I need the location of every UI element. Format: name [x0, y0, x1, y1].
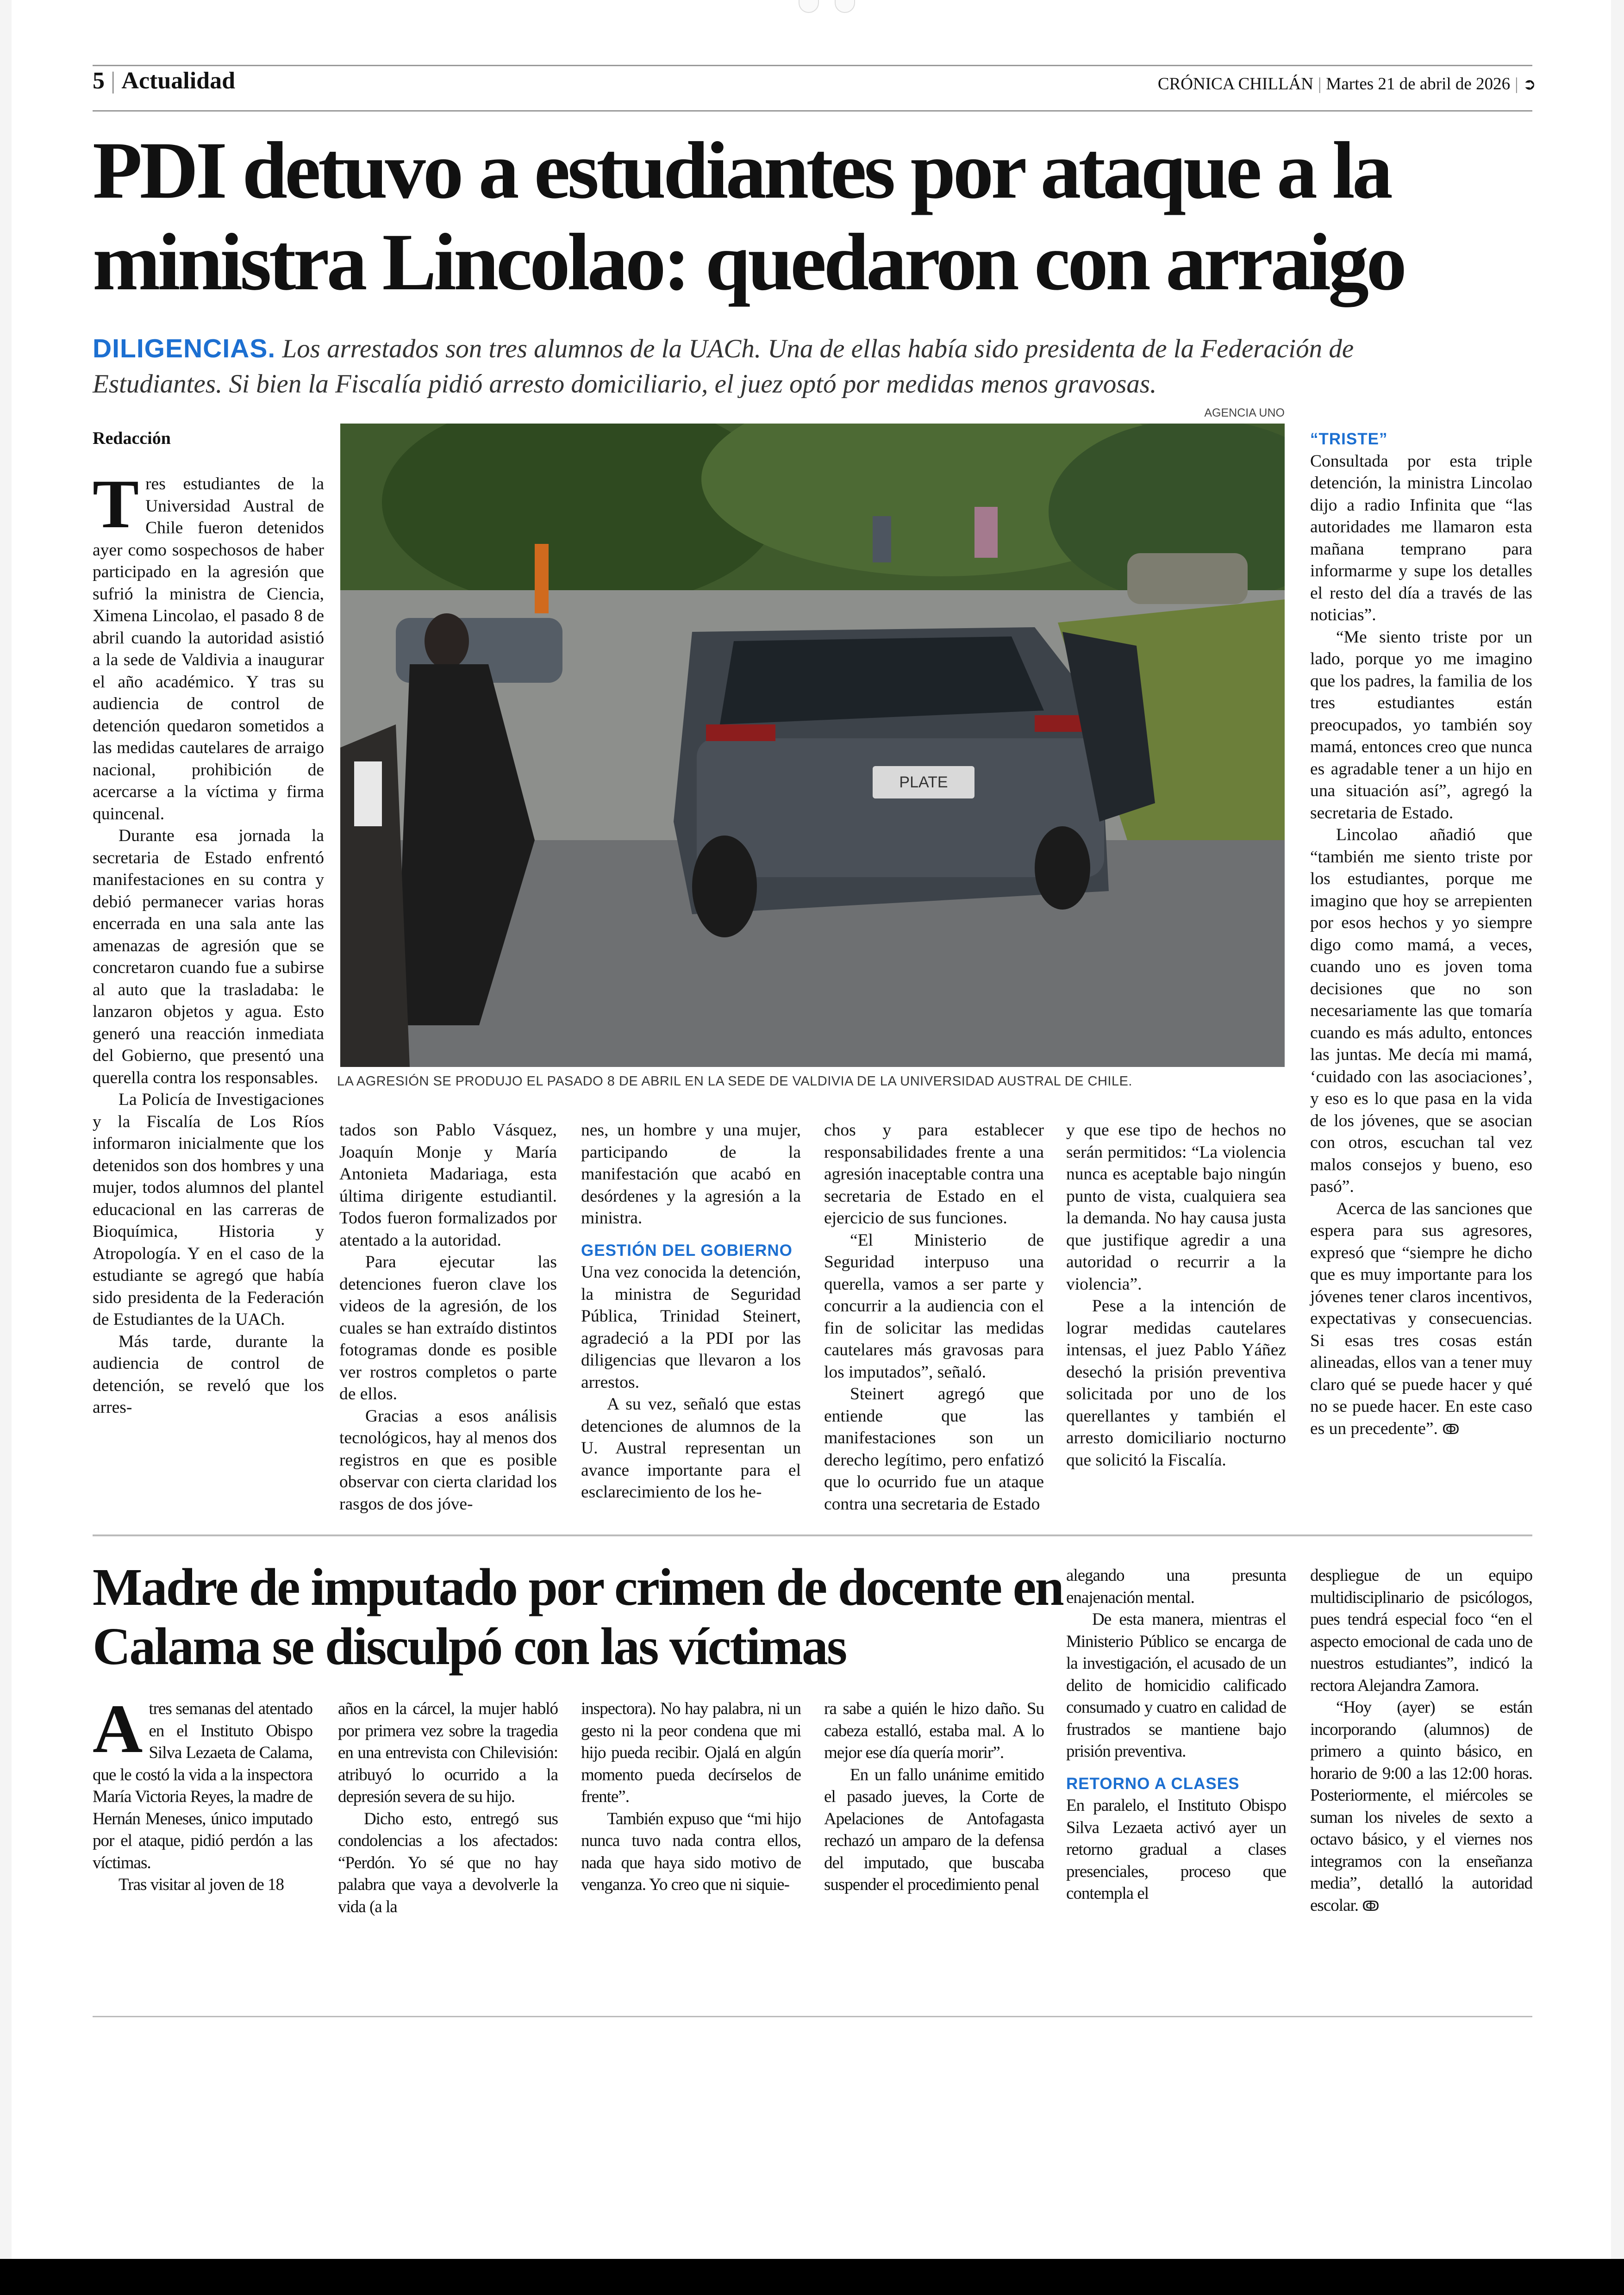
photo-illustration — [340, 424, 1285, 1067]
main-col3-p3: A su vez, señaló que estas detenciones de alumnos de la U. Austral representan un avance importante para el esclarecimiento de los he- — [581, 1395, 801, 1502]
article-separator — [93, 1534, 1532, 1536]
main-col-3 — [581, 1119, 801, 1503]
para-text: Acerca de las sanciones que espera para sus agresores, expresó que “siempre he dicho que es muy importante para los jóvenes tener claros incentivos, expectativas y consecuencias. Si esas tres cosas están alineadas, ellos van a tener muy claro qué se puede hacer y qué no se puede hacer. En este caso es un precedente”. — [1310, 1199, 1532, 1438]
main-col3-p2: Una vez conocida la detención, la ministra de Seguridad Pública, Trinidad Steinert, agradeció a la PDI por las diligencias que llevaron a los arrestos. — [581, 1263, 801, 1392]
second-col2-p2: Dicho esto, entregó sus condolencias a los afectados: “Perdón. Yo sé que no hay palabra que vaya a devolverle la vida (a la — [338, 1809, 558, 1916]
end-mark-icon: ↂ — [1362, 1898, 1379, 1915]
photo-caption: LA AGRESIÓN SE PRODUJO EL PASADO 8 DE ABRIL EN LA SEDE DE VALDIVIA DE LA UNIVERSIDAD AUSTRAL DE CHILE. — [337, 1074, 1132, 1089]
second-col-2 — [338, 1698, 558, 1918]
end-mark-icon: ↂ — [1442, 1421, 1460, 1438]
second-col6-p2 — [1310, 1696, 1532, 1917]
second-col5-p1: alegando una presunta enajenación mental. — [1066, 1566, 1286, 1607]
second-col-1 — [93, 1690, 312, 1896]
second-col5-p2: De esta manera, mientras el Ministerio Público se encarga de la investigación, el acusado de un delito de homicidio calificado consumado y cuatro en calidad de frustrados se mantiene bajo prisión preventiva. — [1066, 1610, 1286, 1761]
second-col3-p1: inspectora). No hay palabra, ni un gesto ni la peor condena que mi hijo pueda recibir. Ojalá en algún momento pueda decírselos de frente”. — [581, 1699, 801, 1806]
main-col-1 — [93, 466, 324, 1419]
second-col-4 — [824, 1698, 1044, 1896]
second-headline: Madre de imputado por crimen de docente en Calama se disculpó con las víctimas — [93, 1558, 1063, 1676]
masthead-info: CRÓNICA CHILLÁN | Martes 21 de abril de 2026 | ➲ — [1157, 75, 1536, 94]
main-col5-p2: Pese a la intención de lograr medidas cautelares intensas, el juez Pablo Yáñez desechó la prisión preventiva solicitada por uno de los querellantes y también el arresto domiciliario nocturno que solicitó la Fiscalía. — [1066, 1297, 1286, 1470]
second-col2-p1: años en la cárcel, la mujer habló por primera vez sobre la tragedia en una entrevista con Chilevisión: atribuyó lo ocurrido a la depresión severa de su hijo. — [338, 1699, 558, 1806]
second-col-3 — [581, 1698, 801, 1896]
main-col-2 — [339, 1119, 557, 1515]
publication-name: CRÓNICA CHILLÁN — [1157, 75, 1313, 94]
main-col4-p2: “El Ministerio de Seguridad interpuso una querella, vamos a ser parte y concurrir a la audiencia con el fin de solicitar las medidas cautelares más gravosas para los imputados”, señaló. — [824, 1230, 1044, 1382]
second-col6-p1: despliegue de un equipo multidisciplinario de psicólogos, pues tendrá especial foco “en el aspecto emocional de cada uno de nuestros estudiantes”, indicó la rectora Alejandra Zamora. — [1310, 1566, 1532, 1695]
header-top-rule — [93, 65, 1532, 66]
para-text: res estudiantes de la Universidad Austral de Chile fueron detenidos ayer como sospechosos de haber participado en la agresión que sufrió la ministra de Ciencia, Ximena Lincolao, el pasado 8 de abril cuando la autoridad asistió a la sede de Valdivia a inaugurar el año académico. Y tras su audiencia de control de detención quedaron sometidos a las medidas cautelares de arraigo nacional, prohibición de acercarse a la víctima y firma quincenal. — [93, 474, 324, 823]
kicker-label: DILIGENCIAS. — [93, 334, 276, 363]
license-plate: PLATE — [899, 773, 948, 791]
second-col4-p1: ra sabe a quién le hizo daño. Su cabeza estalló, estaba mal. A lo mejor ese día quería morir”. — [824, 1699, 1044, 1762]
second-col1-p2: Tras visitar al joven de 18 — [119, 1875, 284, 1894]
article-photo — [340, 424, 1285, 1067]
main-col4-p1: chos y para establecer responsabilidades frente a una agresión inaceptable contra una secretaria de Estado en el ejercicio de sus funciones. — [824, 1121, 1044, 1228]
photo-credit: AGENCIA UNO — [1204, 406, 1285, 419]
subhead-gestion: GESTIÓN DEL GOBIERNO — [581, 1241, 793, 1260]
main-col-5 — [1066, 1119, 1286, 1471]
main-col6-p4 — [1310, 1198, 1532, 1441]
subhead-triste: “TRISTE” — [1310, 430, 1388, 448]
page-nav — [799, 0, 855, 13]
main-headline: PDI detuvo a estudiantes por ataque a la ministra Lincolao: quedaron con arraigo — [93, 125, 1405, 307]
main-col-4 — [824, 1119, 1044, 1515]
main-col5-p1: y que ese tipo de hechos no serán permitidos: “La violencia nunca es aceptable bajo ningún punto de vista, cualquiera sea la demanda. No hay causa justa que justifique agredir a una autoridad o recurrir a la violencia”. — [1066, 1121, 1286, 1294]
publication-date: Martes 21 de abril de 2026 — [1326, 75, 1511, 94]
kicker-text: Los arrestados son tres alumnos de la UACh. Una de ellas había sido presidenta de la Federación de Estudiantes. Si bien la Fiscalía pidió arresto domiciliario, el juez optó por medidas menos gravosas. — [93, 334, 1354, 399]
second-col-5 — [1066, 1565, 1286, 1905]
main-col3-p1: nes, un hombre y una mujer, participando de la manifestación que acabó en desórdenes y la agresión a la ministra. — [581, 1121, 801, 1228]
prev-page-tab[interactable] — [799, 0, 819, 13]
main-col-6 — [1310, 428, 1532, 1441]
main-col1-p3: La Policía de Investigaciones y la Fiscalía de Los Ríos informaron inicialmente que los detenidos son dos hombres y una mujer, todos alumnos del plantel educacional en las carreras de Bioquímica, Historia y Atropología. Y en el caso de la estudiante se agregó que había sido presidenta de la Federación de Estudiantes de la UACh. — [93, 1090, 324, 1329]
next-arrow-icon: ➲ — [1523, 75, 1536, 94]
main-col1-p2: Durante esa jornada la secretaria de Estado enfrentó manifestaciones en su contra y debió permanecer varias horas encerrada en una sala ante las amenazas de agresión que se concretaron cuando fue a subirse al auto que la trasladaba: le lanzaron objetos y agua. Esto generó una reacción inmediata del Gobierno, que presentó una querella contra los responsables. — [93, 826, 324, 1087]
main-col6-p3: Lincolao añadió que “también me siento triste por los estudiantes, porque me imagino que hoy se arrepienten por esos hechos y yo siempre digo como mamá, a veces, cuando uno es joven toma decisiones que no son necesariamente las que tomaría cuando es más adulto, entonces las juntas. Me decía mi mamá, ‘cuidado con las asociaciones’, y eso es lo que pasa en la vida de los jóvenes, que se asocian con otros, escuchan tal vez malos consejos y bueno, eso pasó”. — [1310, 825, 1532, 1196]
second-col1-p1 — [93, 1690, 312, 1874]
main-kicker — [93, 331, 1435, 402]
para-text: tres semanas del atentado en el Instituto Obispo Silva Lezaeta de Calama, que le costó la vida a la inspectora María Victoria Reyes, la madre de Hernán Meneses, único imputado por el ataque, pidió perdón a las víctimas. — [93, 1699, 312, 1872]
main-col6-p2: “Me siento triste por un lado, porque yo me imagino que los padres, la familia de los tres estudiantes están preocupados, yo también soy mamá, entonces creo que nunca es agradable tener a un hijo en una situación así”, agregó la secretaria de Estado. — [1310, 627, 1532, 823]
second-col3-p2: También expuso que “mi hijo nunca tuvo nada contra ellos, nada que haya sido motivo de venganza. Yo creo que ni siquie- — [581, 1809, 801, 1894]
second-col5-p3: En paralelo, el Instituto Obispo Silva Lezaeta activó ayer un retorno gradual a clases presenciales, proceso que contempla el — [1066, 1796, 1286, 1903]
main-col2-p2: Para ejecutar las detenciones fueron clave los videos de la agresión, de los cuales se han extraído distintos fotogramas donde es posible ver rostros completos o parte de ellos. — [339, 1253, 557, 1403]
next-page-tab[interactable] — [835, 0, 855, 13]
drop-cap: T — [93, 466, 139, 543]
section-name: Actualidad — [121, 68, 236, 94]
para-text: “Hoy (ayer) se están incorporando (alumnos) de primero a quinto básico, en horario de 9:00 a las 12:00 horas. Posteriormente, el miércoles se suman los niveles de sexto a octavo básico, y el viernes nos integramos con la enseñanza media”, detalló la autoridad escolar. — [1310, 1698, 1532, 1915]
drop-cap: A — [93, 1690, 143, 1767]
main-col2-p1: tados son Pablo Vásquez, Joaquín Monje y María Antonieta Madariaga, esta última dirigente estudiantil. Todos fueron formalizados por atentado a la autoridad. — [339, 1121, 557, 1250]
main-col4-p3: Steinert agregó que entiende que las manifestaciones son un derecho legítimo, pero enfatizó que lo ocurrido fue un ataque contra una secretaria de Estado — [824, 1384, 1044, 1514]
second-col4-p2: En un fallo unánime emitido el pasado jueves, la Corte de Apelaciones de Antofagasta rechazó un amparo de la defensa del imputado, que buscaba suspender el procedimiento penal — [824, 1765, 1044, 1894]
page-section-label: 5 | Actualidad — [93, 68, 236, 94]
main-col1-p1 — [93, 466, 324, 825]
header-bottom-rule — [93, 110, 1532, 112]
viewer-bottom-bar — [0, 2259, 1624, 2295]
byline: Redacción — [93, 429, 171, 448]
page-bottom-rule — [93, 2016, 1532, 2017]
main-col2-p3: Gracias a esos análisis tecnológicos, hay al menos dos registros en que es posible observar con cierta claridad los rasgos de dos jóve- — [339, 1406, 557, 1514]
main-col1-p4: Más tarde, durante la audiencia de control de detención, se reveló que los arres- — [93, 1332, 324, 1417]
page-number: 5 — [93, 68, 105, 94]
second-col-6 — [1310, 1565, 1532, 1917]
subhead-retorno: RETORNO A CLASES — [1066, 1774, 1240, 1793]
main-col6-p1: Consultada por esta triple detención, la ministra Lincolao dijo a radio Infinita que “las autoridades me llamaron esta mañana temprano para informarme y supe los detalles el resto del día a través de las noticias”. — [1310, 451, 1532, 624]
